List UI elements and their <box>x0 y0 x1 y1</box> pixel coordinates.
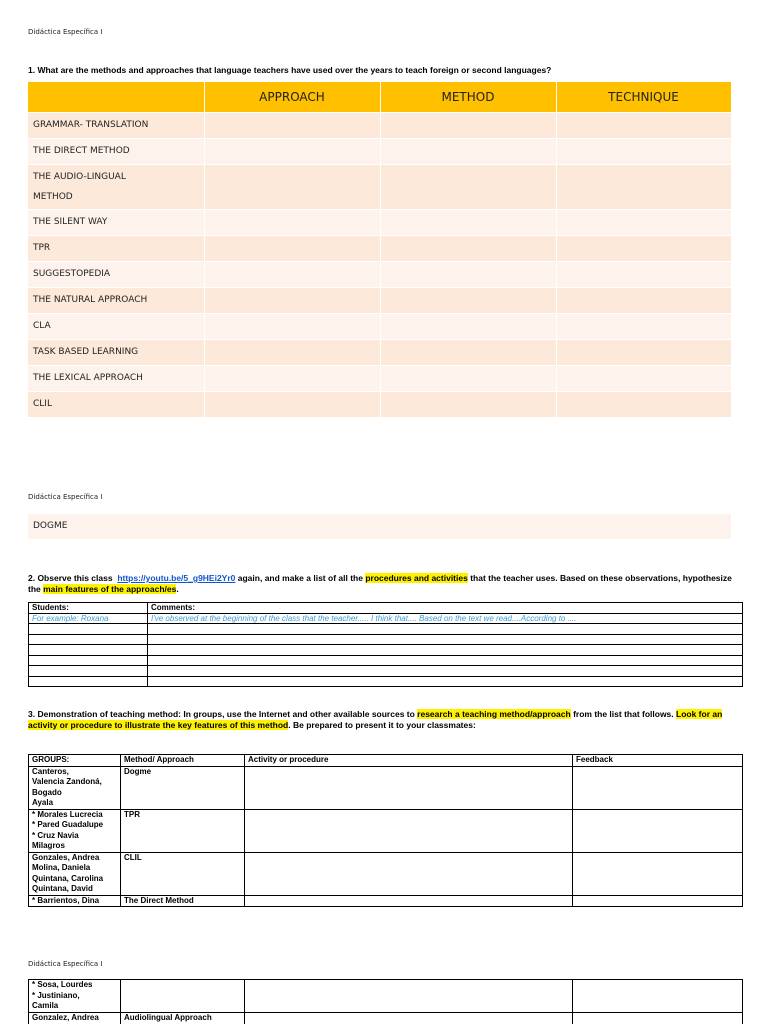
row-label: THE AUDIO-LINGUAL METHOD <box>28 164 204 209</box>
student-cell[interactable] <box>29 666 148 677</box>
row-label: THE DIRECT METHOD <box>28 138 204 164</box>
methods-table <box>28 82 732 417</box>
group-method: CLIL <box>121 852 245 895</box>
activity-header: Activity or procedure <box>245 755 573 767</box>
video-link[interactable]: https://youtu.be/5_g9HEi2Yr0 <box>117 573 236 583</box>
student-cell[interactable] <box>29 645 148 656</box>
comment-cell[interactable] <box>148 666 743 677</box>
groups-table <box>28 754 743 907</box>
group-members: Gonzalez, Andrea <box>29 1012 121 1024</box>
activity-cell[interactable] <box>245 766 573 809</box>
col-header-approach: APPROACH <box>204 82 380 112</box>
feedback-cell[interactable] <box>573 766 743 809</box>
comments-header: Comments: <box>148 603 743 614</box>
group-members: Canteros, Valencia Zandoná, Bogado Ayala <box>29 766 121 809</box>
page-header: Didáctica Específica I <box>28 28 103 36</box>
group-members: * Morales Lucrecia * Pared Guadalupe * Cruz Navia Milagros <box>29 809 121 852</box>
groups-table-continued <box>28 979 743 1024</box>
row-label: THE LEXICAL APPROACH <box>28 365 204 391</box>
feedback-cell[interactable] <box>573 980 743 1013</box>
feedback-header: Feedback <box>573 755 743 767</box>
group-members: Gonzales, Andrea Molina, Daniela Quintana, Carolina Quintana, David <box>29 852 121 895</box>
student-cell[interactable] <box>29 655 148 666</box>
row-label: CLA <box>28 313 204 339</box>
student-cell[interactable] <box>29 634 148 645</box>
student-cell[interactable] <box>29 676 148 687</box>
activity-cell[interactable] <box>245 809 573 852</box>
question-1: 1. What are the methods and approaches that language teachers have used over the years to teach foreign or second languages? <box>28 65 552 75</box>
students-table <box>28 602 743 687</box>
col-header-technique: TECHNIQUE <box>556 82 731 112</box>
comment-cell[interactable] <box>148 645 743 656</box>
comment-cell[interactable] <box>148 634 743 645</box>
group-method: The Direct Method <box>121 895 245 907</box>
question-3: 3. Demonstration of teaching method: In groups, use the Internet and other available sources to research a teaching method/approach from the list that follows. Look for an activity or procedure to illustrate the key features of this method. Be prepared to present it to your classmates: <box>28 709 723 730</box>
row-label: TASK BASED LEARNING <box>28 339 204 365</box>
row-label: GRAMMAR- TRANSLATION <box>28 112 204 138</box>
group-method <box>121 980 245 1013</box>
feedback-cell[interactable] <box>573 1012 743 1024</box>
activity-cell[interactable] <box>245 895 573 907</box>
page-header: Didáctica Específica I <box>28 493 103 501</box>
comment-cell[interactable] <box>148 624 743 635</box>
activity-cell[interactable] <box>245 1012 573 1024</box>
dogme-row: DOGME <box>28 514 731 539</box>
col-header-method: METHOD <box>380 82 556 112</box>
row-label: THE SILENT WAY <box>28 209 204 235</box>
students-header: Students: <box>29 603 148 614</box>
activity-cell[interactable] <box>245 980 573 1013</box>
group-members: * Barrientos, Dina <box>29 895 121 907</box>
page-header: Didáctica Específica I <box>28 960 103 968</box>
question-2: 2. Observe this class https://youtu.be/5_g9HEi2Yr0 again, and make a list of all the procedures and activities that the teacher uses. Based on these observations, hypothesize the main features of the approach/es. <box>28 573 732 594</box>
activity-cell[interactable] <box>245 852 573 895</box>
row-label: SUGGESTOPEDIA <box>28 261 204 287</box>
groups-header: GROUPS: <box>29 755 121 767</box>
example-student: For example: Roxana <box>29 613 148 624</box>
row-label: THE NATURAL APPROACH <box>28 287 204 313</box>
group-method: TPR <box>121 809 245 852</box>
row-label: CLIL <box>28 391 204 417</box>
feedback-cell[interactable] <box>573 809 743 852</box>
group-members: * Sosa, Lourdes * Justiniano, Camila <box>29 980 121 1013</box>
student-cell[interactable] <box>29 624 148 635</box>
row-label: TPR <box>28 235 204 261</box>
comment-cell[interactable] <box>148 676 743 687</box>
comment-cell[interactable] <box>148 655 743 666</box>
method-header: Method/ Approach <box>121 755 245 767</box>
col-header-blank <box>28 82 204 112</box>
example-comment: I've observed at the beginning of the class that the teacher..... I think that.... Based on the text we read....According to .... <box>148 613 743 624</box>
feedback-cell[interactable] <box>573 895 743 907</box>
group-method: Dogme <box>121 766 245 809</box>
group-method: Audiolingual Approach <box>121 1012 245 1024</box>
feedback-cell[interactable] <box>573 852 743 895</box>
